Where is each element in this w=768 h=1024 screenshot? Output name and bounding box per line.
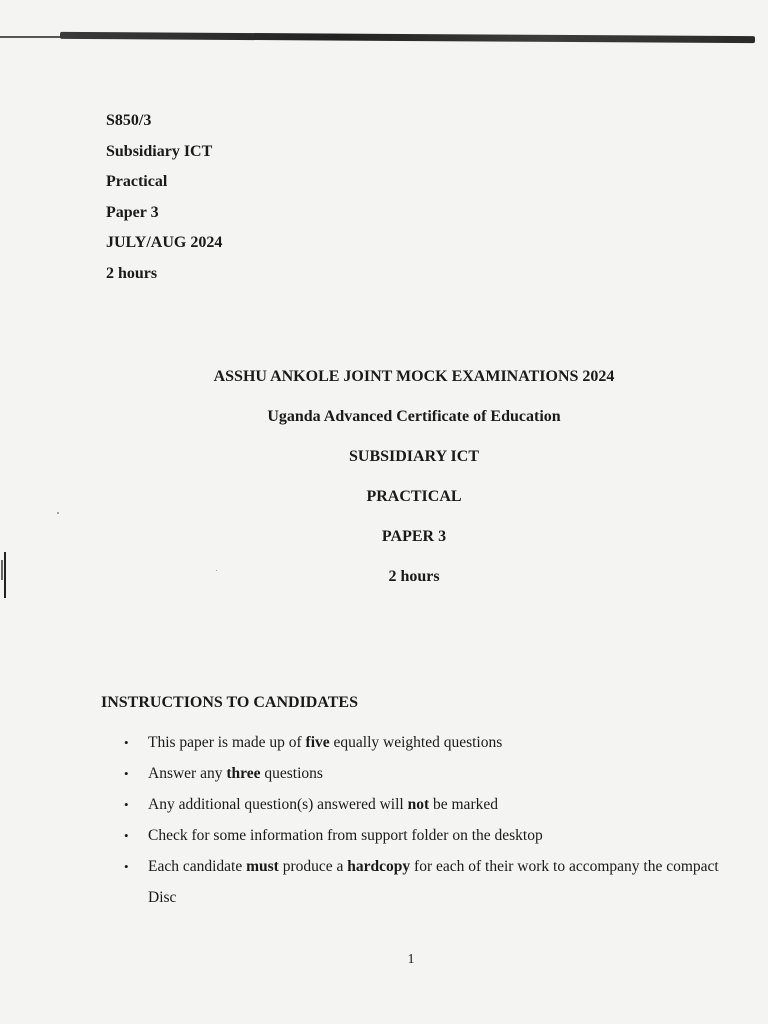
scan-top-border [60, 32, 755, 43]
paper-code: S850/3 [106, 112, 152, 129]
instruction-text: produce a [278, 858, 348, 875]
exam-subject: SUBSIDIARY ICT [349, 448, 479, 465]
paper-type: Practical [106, 173, 168, 190]
paper-number: Paper 3 [106, 203, 159, 221]
bullet-icon: • [124, 797, 129, 812]
instruction-text: This paper is made up of [148, 734, 306, 751]
bullet-icon: • [124, 735, 129, 750]
instruction-emphasis: three [226, 765, 261, 782]
instruction-item [124, 820, 734, 851]
bullet-icon: • [124, 859, 129, 874]
bullet-icon: • [124, 766, 129, 781]
paper-duration: 2 hours [106, 264, 158, 282]
bullet-icon: • [124, 828, 129, 843]
exam-name: ASSHU ANKOLE JOINT MOCK EXAMINATIONS 2024 [213, 368, 615, 385]
exam-title-block [0, 366, 768, 606]
instruction-emphasis: not [407, 796, 430, 813]
instruction-text: Any additional question(s) answered will [148, 796, 408, 813]
instruction-text: for each of their work to accompany the compact Disc [148, 858, 719, 906]
instruction-item [124, 851, 734, 913]
instruction-text: be marked [429, 796, 498, 813]
instruction-text: Each candidate [148, 858, 247, 875]
instruction-emphasis: five [305, 734, 330, 751]
instruction-text: questions [260, 765, 323, 782]
instruction-text: Answer any [148, 765, 227, 782]
instruction-item [124, 727, 734, 758]
certificate-name: Uganda Advanced Certificate of Education [267, 408, 561, 425]
instructions-list [124, 727, 734, 913]
instruction-text: Check for some information from support folder on the desktop [148, 827, 543, 844]
paper-subject: Subsidiary ICT [106, 142, 213, 160]
instructions-title: INSTRUCTIONS TO CANDIDATES [101, 694, 358, 711]
paper-date: JULY/AUG 2024 [106, 234, 223, 251]
instruction-item [124, 758, 734, 789]
instruction-item [124, 789, 734, 820]
exam-duration: 2 hours [388, 568, 440, 585]
paper-header [106, 106, 222, 289]
page-number: 1 [407, 952, 415, 967]
exam-paper: PAPER 3 [381, 528, 447, 545]
exam-type: PRACTICAL [366, 488, 462, 505]
instruction-emphasis: hardcopy [347, 858, 411, 875]
instruction-emphasis: must [246, 858, 279, 875]
instruction-text: equally weighted questions [329, 734, 503, 751]
